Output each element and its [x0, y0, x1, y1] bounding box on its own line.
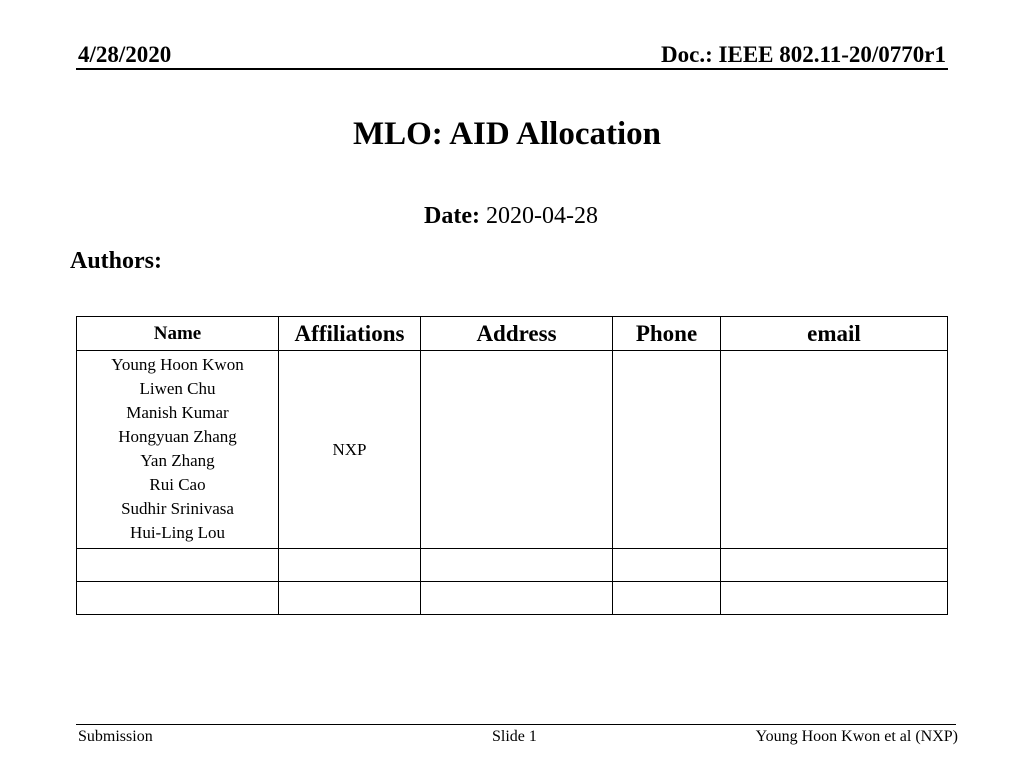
authors-heading: Authors:	[70, 248, 163, 274]
authors-table	[76, 316, 948, 615]
author-name: Young Hoon Kwon	[111, 355, 244, 374]
author-name: Manish Kumar	[126, 403, 229, 422]
column-header-phone: Phone	[613, 317, 721, 351]
column-header-name: Name	[77, 317, 279, 351]
date-line	[0, 203, 1022, 230]
footer-submission: Submission	[78, 728, 153, 745]
author-name: Liwen Chu	[139, 379, 216, 398]
author-name: Hongyuan Zhang	[118, 427, 237, 446]
column-header-email: email	[721, 317, 948, 351]
header-doc-id: Doc.: IEEE 802.11-20/0770r1	[661, 42, 946, 67]
date-value: 2020-04-28	[485, 203, 598, 229]
email-cell	[721, 351, 948, 549]
empty-cell	[721, 549, 948, 582]
column-header-address: Address	[421, 317, 613, 351]
empty-cell	[279, 582, 421, 615]
author-name: Rui Cao	[149, 475, 206, 494]
date-label: Date:	[424, 203, 480, 229]
author-name: Yan Zhang	[140, 451, 215, 470]
empty-cell	[77, 549, 279, 582]
column-header-affiliations: Affiliations	[279, 317, 421, 351]
table-row	[77, 351, 948, 549]
address-cell	[421, 351, 613, 549]
empty-cell	[77, 582, 279, 615]
footer-slide-number: Slide 1	[492, 728, 537, 745]
empty-cell	[421, 549, 613, 582]
affiliation-cell: NXP	[279, 351, 421, 549]
header-divider	[76, 68, 948, 70]
empty-cell	[721, 582, 948, 615]
empty-cell	[421, 582, 613, 615]
author-name: Hui-Ling Lou	[130, 523, 225, 542]
slide-title: MLO: AID Allocation	[352, 116, 661, 152]
table-header-row	[77, 317, 948, 351]
empty-cell	[613, 549, 721, 582]
footer-authors: Young Hoon Kwon et al (NXP)	[755, 728, 958, 745]
author-name: Sudhir Srinivasa	[121, 499, 234, 518]
header-date: 4/28/2020	[78, 42, 172, 67]
empty-cell	[613, 582, 721, 615]
table-row	[77, 582, 948, 615]
author-names-cell	[77, 351, 279, 549]
footer-divider	[76, 724, 956, 725]
empty-cell	[279, 549, 421, 582]
phone-cell	[613, 351, 721, 549]
table-row	[77, 549, 948, 582]
